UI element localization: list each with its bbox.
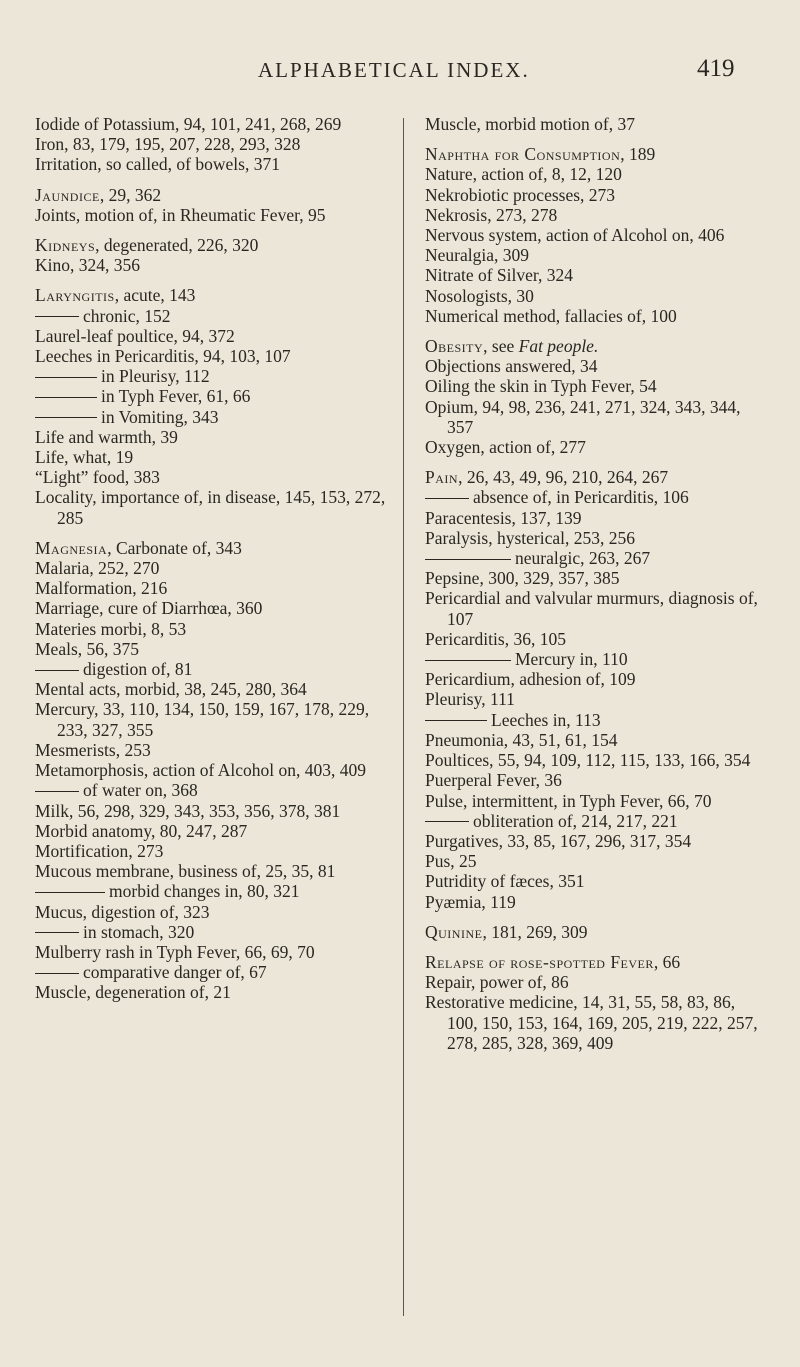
index-entry: Obesity, see Fat people.: [425, 336, 599, 357]
index-entry: Mulberry rash in Typh Fever, 66, 69, 70: [35, 941, 315, 962]
index-sub-entry: obliteration of, 214, 217, 221: [425, 811, 770, 831]
page-number: 419: [697, 55, 735, 82]
index-entry: Leeches in Pericarditis, 94, 103, 107: [35, 346, 291, 367]
index-entry: Puerperal Fever, 36: [425, 770, 562, 791]
index-entry: Mortification, 273: [35, 840, 164, 861]
index-sub-entry: chronic, 152: [35, 306, 390, 326]
index-entry: Meals, 56, 375: [35, 638, 140, 659]
index-entry: Paralysis, hysterical, 253, 256: [425, 527, 635, 548]
index-entry: Magnesia, Carbonate of, 343: [35, 537, 242, 558]
index-entry: Pericardial and valvular murmurs, diagnosis of, 107: [425, 588, 758, 629]
index-entry: Pleurisy, 111: [425, 689, 515, 710]
index-sub-entry: Leeches in, 113: [425, 710, 770, 730]
index-entry: Mesmerists, 253: [35, 739, 151, 760]
index-entry: Restorative medicine, 14, 31, 55, 58, 83, 86, 100, 150, 153, 164, 169, 205, 219, 222, 257, 278, 285, 328, 369, 409: [425, 992, 758, 1053]
index-sub-entry: in Pleurisy, 112: [35, 366, 390, 386]
index-entry: Iron, 83, 179, 195, 207, 228, 293, 328: [35, 134, 301, 155]
index-entry: Pain, 26, 43, 49, 96, 210, 264, 267: [425, 467, 669, 488]
index-entry: Kino, 324, 356: [35, 255, 140, 276]
index-entry: Malformation, 216: [35, 578, 168, 599]
index-entry: Nekrobiotic processes, 273: [425, 184, 616, 205]
index-entry: Kidneys, degenerated, 226, 320: [35, 235, 259, 256]
index-entry: Nosologists, 30: [425, 285, 534, 306]
index-entry: Mucus, digestion of, 323: [35, 901, 210, 922]
index-sub-entry: in Vomiting, 343: [35, 407, 390, 427]
index-entry: Pneumonia, 43, 51, 61, 154: [425, 729, 618, 750]
index-entry: Mercury, 33, 110, 134, 150, 159, 167, 178, 229, 233, 327, 355: [35, 699, 370, 740]
index-sub-entry: morbid changes in, 80, 321: [35, 881, 390, 901]
index-entry: Laryngitis, acute, 143: [35, 285, 196, 306]
running-head: ALPHABETICAL INDEX.: [258, 58, 530, 82]
index-entry: Relapse of rose-spotted Fever, 66: [425, 951, 681, 972]
index-entry: Materies morbi, 8, 53: [35, 618, 187, 639]
index-entry: Putridity of fæces, 351: [425, 871, 585, 892]
index-sub-entry: digestion of, 81: [35, 659, 390, 679]
index-entry: Muscle, degeneration of, 21: [35, 982, 231, 1003]
index-sub-entry: of water on, 368: [35, 780, 390, 800]
index-entry: Muscle, morbid motion of, 37: [425, 114, 635, 134]
index-entry: Locality, importance of, in disease, 145, 153, 272, 285: [35, 487, 386, 528]
index-sub-entry: in Typh Fever, 61, 66: [35, 386, 390, 406]
index-entry: Oiling the skin in Typh Fever, 54: [425, 376, 657, 397]
index-entry: Pulse, intermittent, in Typh Fever, 66, 70: [425, 790, 712, 811]
index-entry: Neuralgia, 309: [425, 245, 529, 266]
index-entry: Joints, motion of, in Rheumatic Fever, 95: [35, 204, 326, 225]
index-column-right: [425, 114, 770, 1053]
index-entry: Opium, 94, 98, 236, 241, 271, 324, 343, 344, 357: [425, 396, 741, 437]
index-entry: Nature, action of, 8, 12, 120: [425, 164, 622, 185]
index-entry: Jaundice, 29, 362: [35, 184, 162, 205]
index-entry: Mental acts, morbid, 38, 245, 280, 364: [35, 679, 307, 700]
index-entry: Laurel-leaf poultice, 94, 372: [35, 325, 235, 346]
index-entry: Nekrosis, 273, 278: [425, 204, 558, 225]
index-entry: Poultices, 55, 94, 109, 112, 115, 133, 166, 354: [425, 750, 751, 771]
index-entry: Purgatives, 33, 85, 167, 296, 317, 354: [425, 830, 692, 851]
index-entry: Life and warmth, 39: [35, 426, 178, 447]
index-entry: Quinine, 181, 269, 309: [425, 921, 588, 942]
index-entry: Pericarditis, 36, 105: [425, 628, 566, 649]
index-entry: Life, what, 19: [35, 447, 134, 468]
index-entry: Pus, 25: [425, 851, 477, 872]
index-entry: Pericardium, adhesion of, 109: [425, 669, 636, 690]
index-entry: Repair, power of, 86: [425, 972, 569, 993]
index-entry: Nitrate of Silver, 324: [425, 265, 574, 286]
index-sub-entry: Mercury in, 110: [425, 649, 770, 669]
index-entry: Nervous system, action of Alcohol on, 406: [425, 225, 725, 246]
index-sub-entry: neuralgic, 263, 267: [425, 548, 770, 568]
index-entry: Naphtha for Consumption, 189: [425, 144, 656, 165]
index-entry: “Light” food, 383: [35, 467, 160, 488]
index-entry: Iodide of Potassium, 94, 101, 241, 268, 269: [35, 114, 342, 134]
index-entry: Milk, 56, 298, 329, 343, 353, 356, 378, 381: [35, 800, 341, 821]
index-sub-entry: in stomach, 320: [35, 922, 390, 942]
index-entry: Paracentesis, 137, 139: [425, 507, 582, 528]
index-entry: Morbid anatomy, 80, 247, 287: [35, 820, 248, 841]
index-entry: Objections answered, 34: [425, 356, 598, 377]
index-entry: Pepsine, 300, 329, 357, 385: [425, 568, 620, 589]
index-entry: Oxygen, action of, 277: [425, 437, 586, 458]
index-entry: Mucous membrane, business of, 25, 35, 81: [35, 861, 336, 882]
index-entry: Irritation, so called, of bowels, 371: [35, 154, 280, 175]
index-entry: Malaria, 252, 270: [35, 558, 160, 579]
index-sub-entry: comparative danger of, 67: [35, 962, 390, 982]
index-entry: Pyæmia, 119: [425, 891, 516, 912]
index-entry: Numerical method, fallacies of, 100: [425, 305, 677, 326]
column-divider: [403, 118, 404, 1316]
index-entry: Metamorphosis, action of Alcohol on, 403, 409: [35, 760, 367, 781]
index-column-left: [35, 114, 390, 1003]
index-entry: Marriage, cure of Diarrhœa, 360: [35, 598, 263, 619]
index-sub-entry: absence of, in Pericarditis, 106: [425, 487, 770, 507]
